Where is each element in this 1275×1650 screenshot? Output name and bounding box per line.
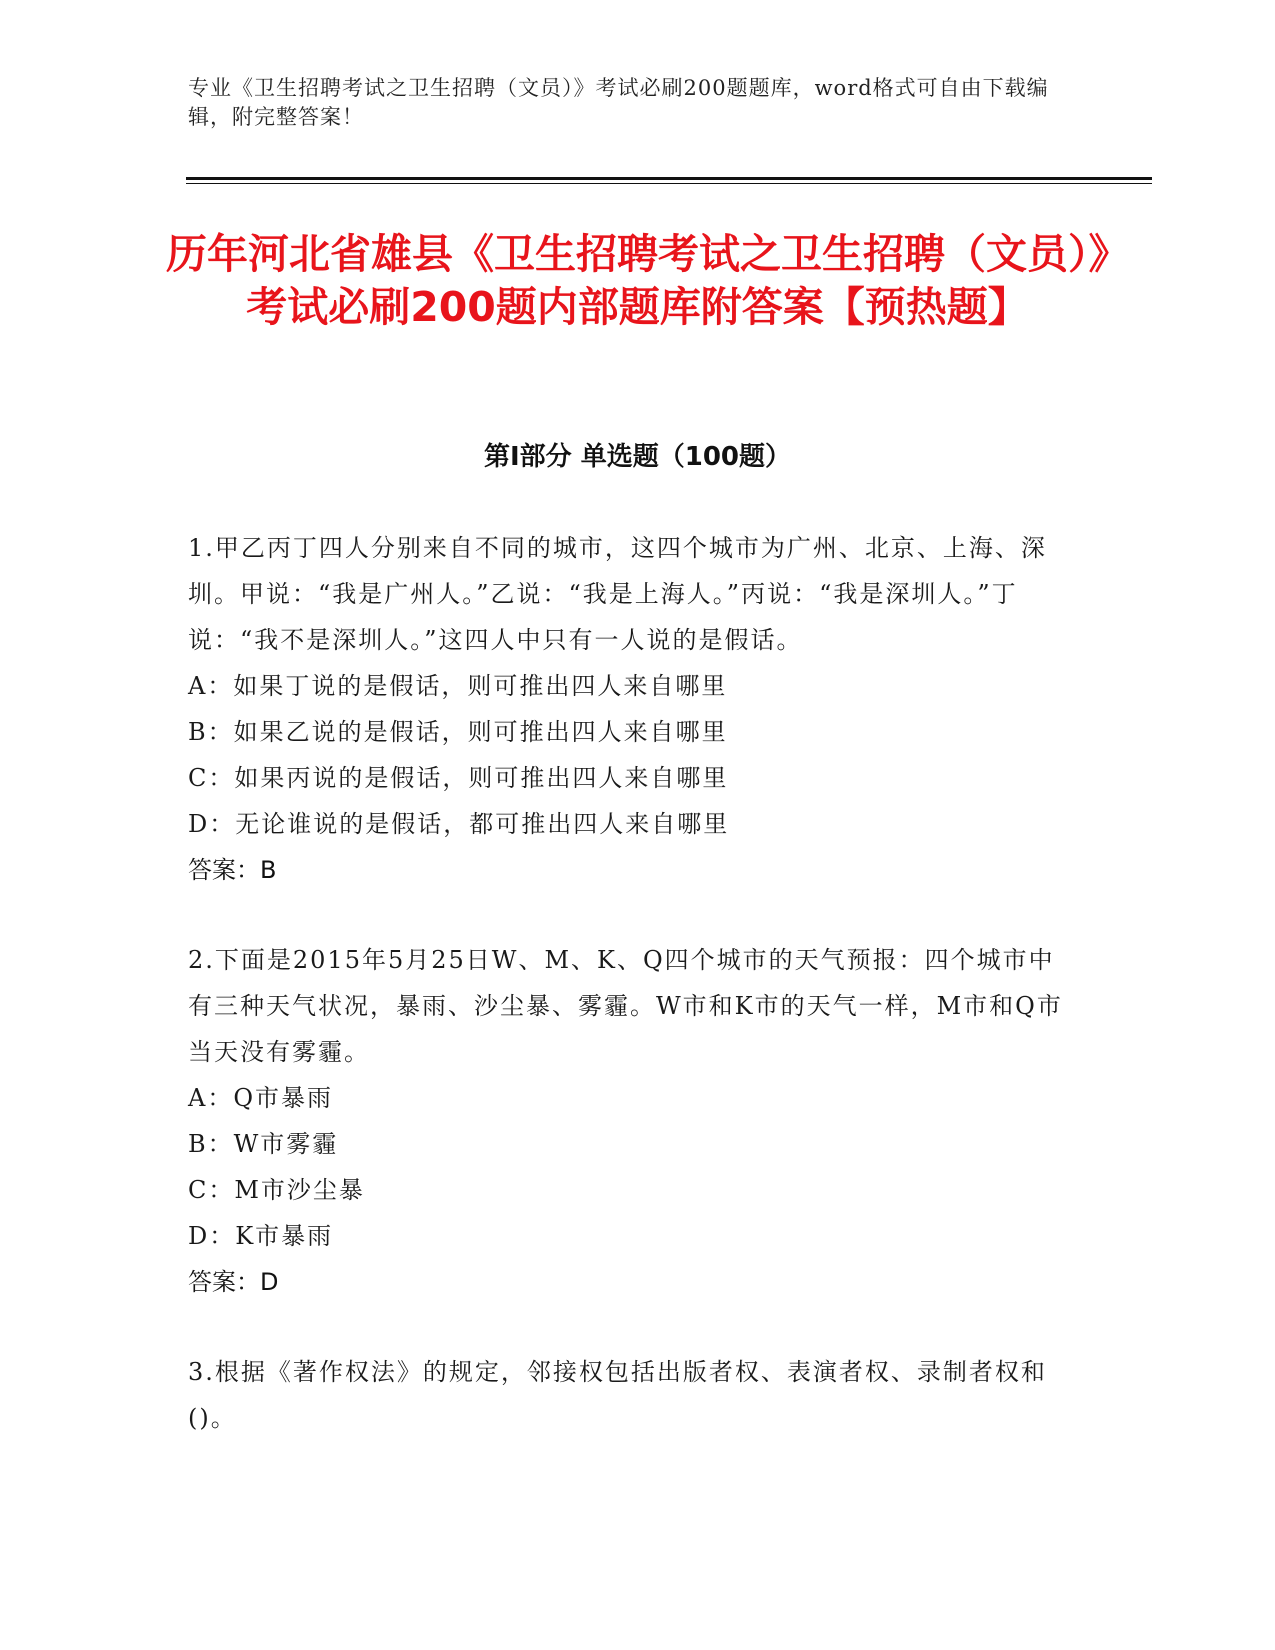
- answer: 答案：B: [188, 856, 277, 884]
- question-stem: 3.根据《著作权法》的规定，邻接权包括出版者权、表演者权、录制者权和()。: [188, 1358, 1047, 1432]
- question-stem: 1.甲乙丙丁四人分别来自不同的城市，这四个城市为广州、北京、上海、深圳。甲说：“我是广州人。”乙说：“我是上海人。”丙说：“我是深圳人。”丁说：“我不是深圳人。”这四人中只有一人说的是假话。: [188, 534, 1047, 654]
- header-note: 专业《卫生招聘考试之卫生招聘（文员）》考试必刷200题题库，word格式可自由下载编辑，附完整答案！: [188, 76, 1049, 129]
- option-a: A：Q市暴雨: [188, 1084, 334, 1112]
- option-d: D：无论谁说的是假话，都可推出四人来自哪里: [188, 810, 730, 838]
- answer: 答案：D: [188, 1268, 279, 1296]
- question-list: [188, 525, 1068, 1485]
- option-c: C：M市沙尘暴: [188, 1176, 365, 1204]
- question-2: [188, 937, 1068, 1305]
- option-a: A：如果丁说的是假话，则可推出四人来自哪里: [188, 672, 728, 700]
- question-3: [188, 1349, 1068, 1441]
- option-d: D：K市暴雨: [188, 1222, 334, 1250]
- question-1: [188, 525, 1068, 893]
- question-stem: 2.下面是2015年5月25日W、M、K、Q四个城市的天气预报：四个城市中有三种天气状况，暴雨、沙尘暴、雾霾。W市和K市的天气一样，M市和Q市当天没有雾霾。: [188, 946, 1063, 1066]
- section-title: 第Ⅰ部分 单选题（100题）: [484, 442, 791, 472]
- header-divider-thin: [186, 183, 1152, 184]
- header-divider-thick: [186, 177, 1152, 180]
- option-b: B：W市雾霾: [188, 1130, 339, 1158]
- option-c: C：如果丙说的是假话，则可推出四人来自哪里: [188, 764, 729, 792]
- main-title: 历年河北省雄县《卫生招聘考试之卫生招聘（文员）》考试必刷200题内部题库附答案【预热题】: [166, 230, 1109, 331]
- option-b: B：如果乙说的是假话，则可推出四人来自哪里: [188, 718, 728, 746]
